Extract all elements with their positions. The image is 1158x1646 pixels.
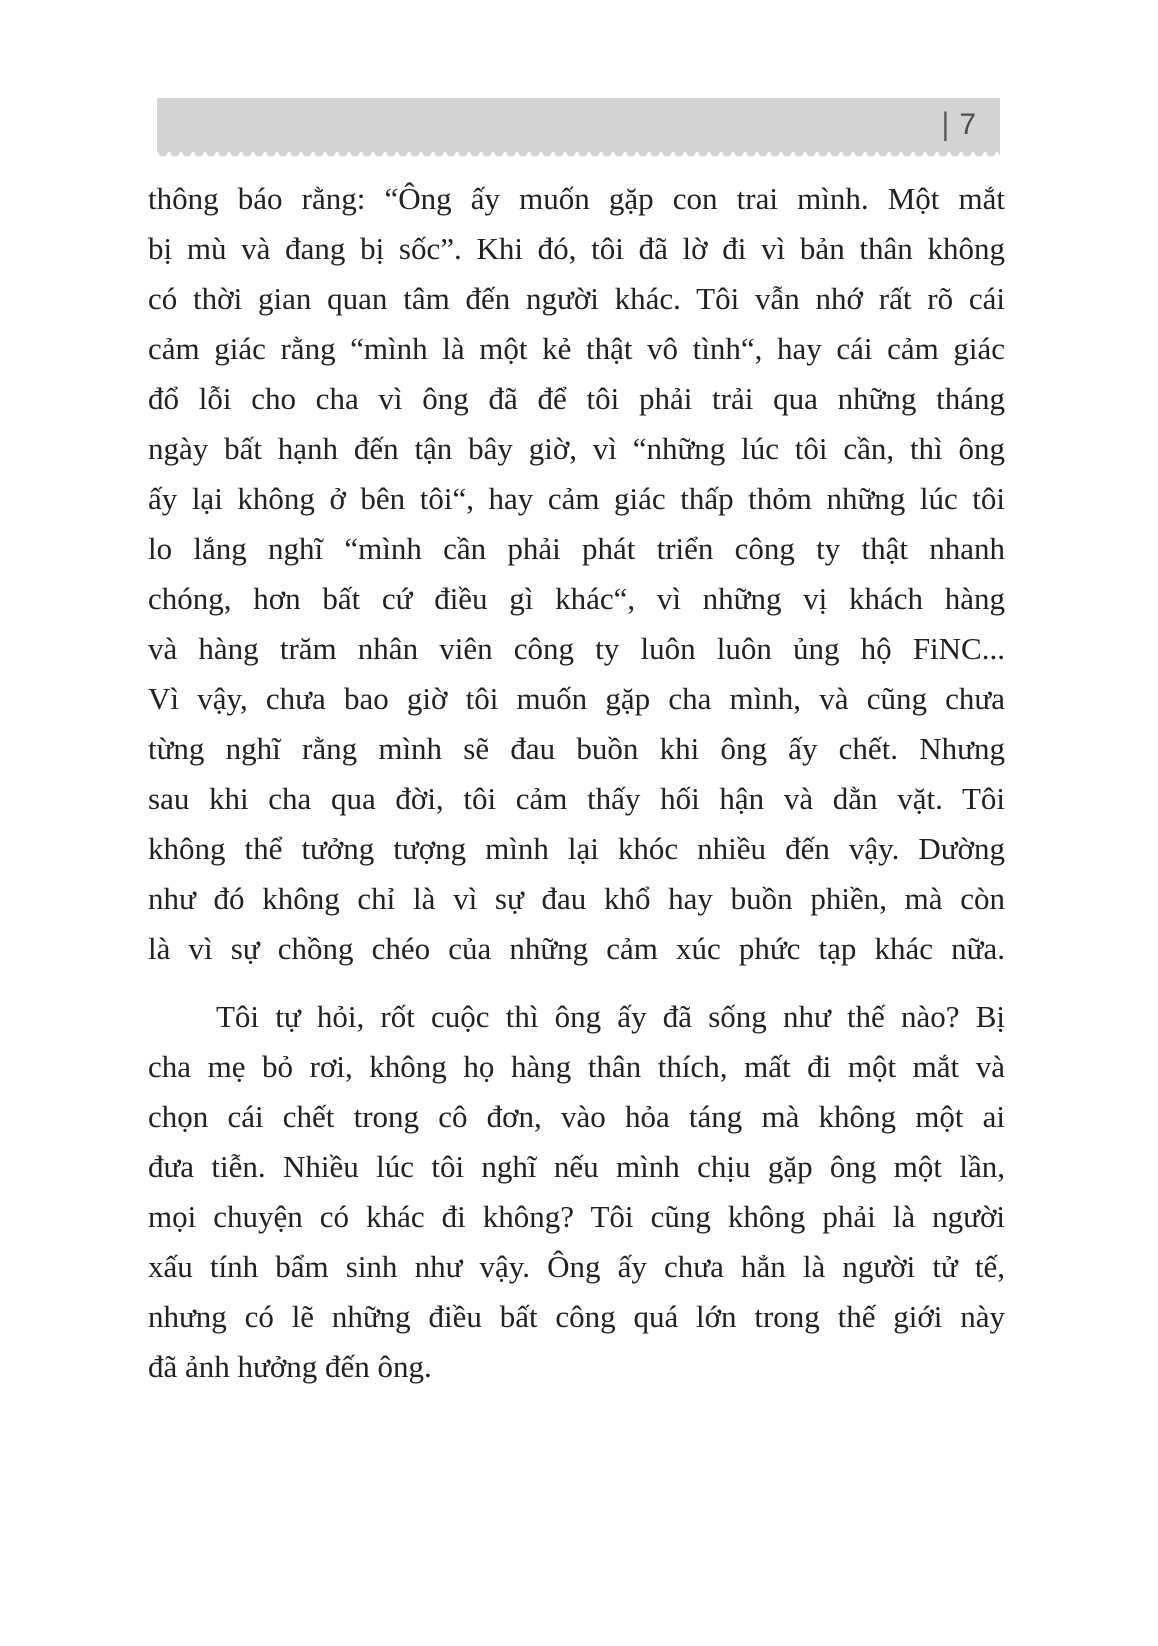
page-number-value: 7 [959, 108, 976, 141]
text-line: ấy lại không ở bên tôi“, hay cảm giác thấp thỏm những lúc tôi [148, 481, 1005, 516]
header-bar [157, 98, 1000, 152]
text-line: từng nghĩ rằng mình sẽ đau buồn khi ông ấy chết. Nhưng [148, 731, 1005, 766]
text-line: chóng, hơn bất cứ điều gì khác“, vì những vị khách hàng [148, 581, 1005, 616]
text-line: Tôi tự hỏi, rốt cuộc thì ông ấy đã sống như thế nào? Bị [216, 999, 1005, 1034]
header-bar-torn-edge [157, 152, 1000, 159]
page-header [157, 98, 1000, 159]
text-line: có thời gian quan tâm đến người khác. Tôi vẫn nhớ rất rõ cái [148, 281, 1005, 316]
text-line: thông báo rằng: “Ông ấy muốn gặp con trai mình. Một mắt [148, 181, 1005, 216]
text-line: nhưng có lẽ những điều bất công quá lớn trong thế giới này [148, 1299, 1005, 1334]
text-line: xấu tính bẩm sinh như vậy. Ông ấy chưa hẳn là người tử tế, [148, 1249, 1005, 1284]
text-line: là vì sự chồng chéo của những cảm xúc phức tạp khác nữa. [148, 931, 1005, 966]
text-line: chọn cái chết trong cô đơn, vào hỏa táng mà không một ai [148, 1099, 1005, 1134]
text-line: như đó không chỉ là vì sự đau khổ hay buồn phiền, mà còn [148, 881, 1005, 916]
page-number [941, 107, 976, 142]
text-line: cha mẹ bỏ rơi, không họ hàng thân thích, mất đi một mắt và [148, 1049, 1005, 1084]
page-body [148, 174, 1005, 1392]
text-line: mọi chuyện có khác đi không? Tôi cũng không phải là người [148, 1199, 1005, 1234]
text-line: đã ảnh hưởng đến ông. [148, 1349, 432, 1384]
text-line: sau khi cha qua đời, tôi cảm thấy hối hận và dằn vặt. Tôi [148, 781, 1005, 816]
paragraph [148, 992, 1005, 1392]
text-line: đổ lỗi cho cha vì ông đã để tôi phải trải qua những tháng [148, 381, 1005, 416]
page-number-separator: | [941, 107, 950, 142]
text-line: bị mù và đang bị sốc”. Khi đó, tôi đã lờ đi vì bản thân không [148, 231, 1005, 266]
paragraph [148, 174, 1005, 974]
text-line: ngày bất hạnh đến tận bây giờ, vì “những lúc tôi cần, thì ông [148, 431, 1005, 466]
text-line: không thể tưởng tượng mình lại khóc nhiều đến vậy. Dường [148, 831, 1005, 866]
text-line: lo lắng nghĩ “mình cần phải phát triển công ty thật nhanh [148, 531, 1005, 566]
text-line: và hàng trăm nhân viên công ty luôn luôn ủng hộ FiNC... [148, 631, 1005, 666]
text-line: đưa tiễn. Nhiều lúc tôi nghĩ nếu mình chịu gặp ông một lần, [148, 1149, 1005, 1184]
text-line: cảm giác rằng “mình là một kẻ thật vô tình“, hay cái cảm giác [148, 331, 1005, 366]
text-line: Vì vậy, chưa bao giờ tôi muốn gặp cha mình, và cũng chưa [148, 681, 1005, 716]
